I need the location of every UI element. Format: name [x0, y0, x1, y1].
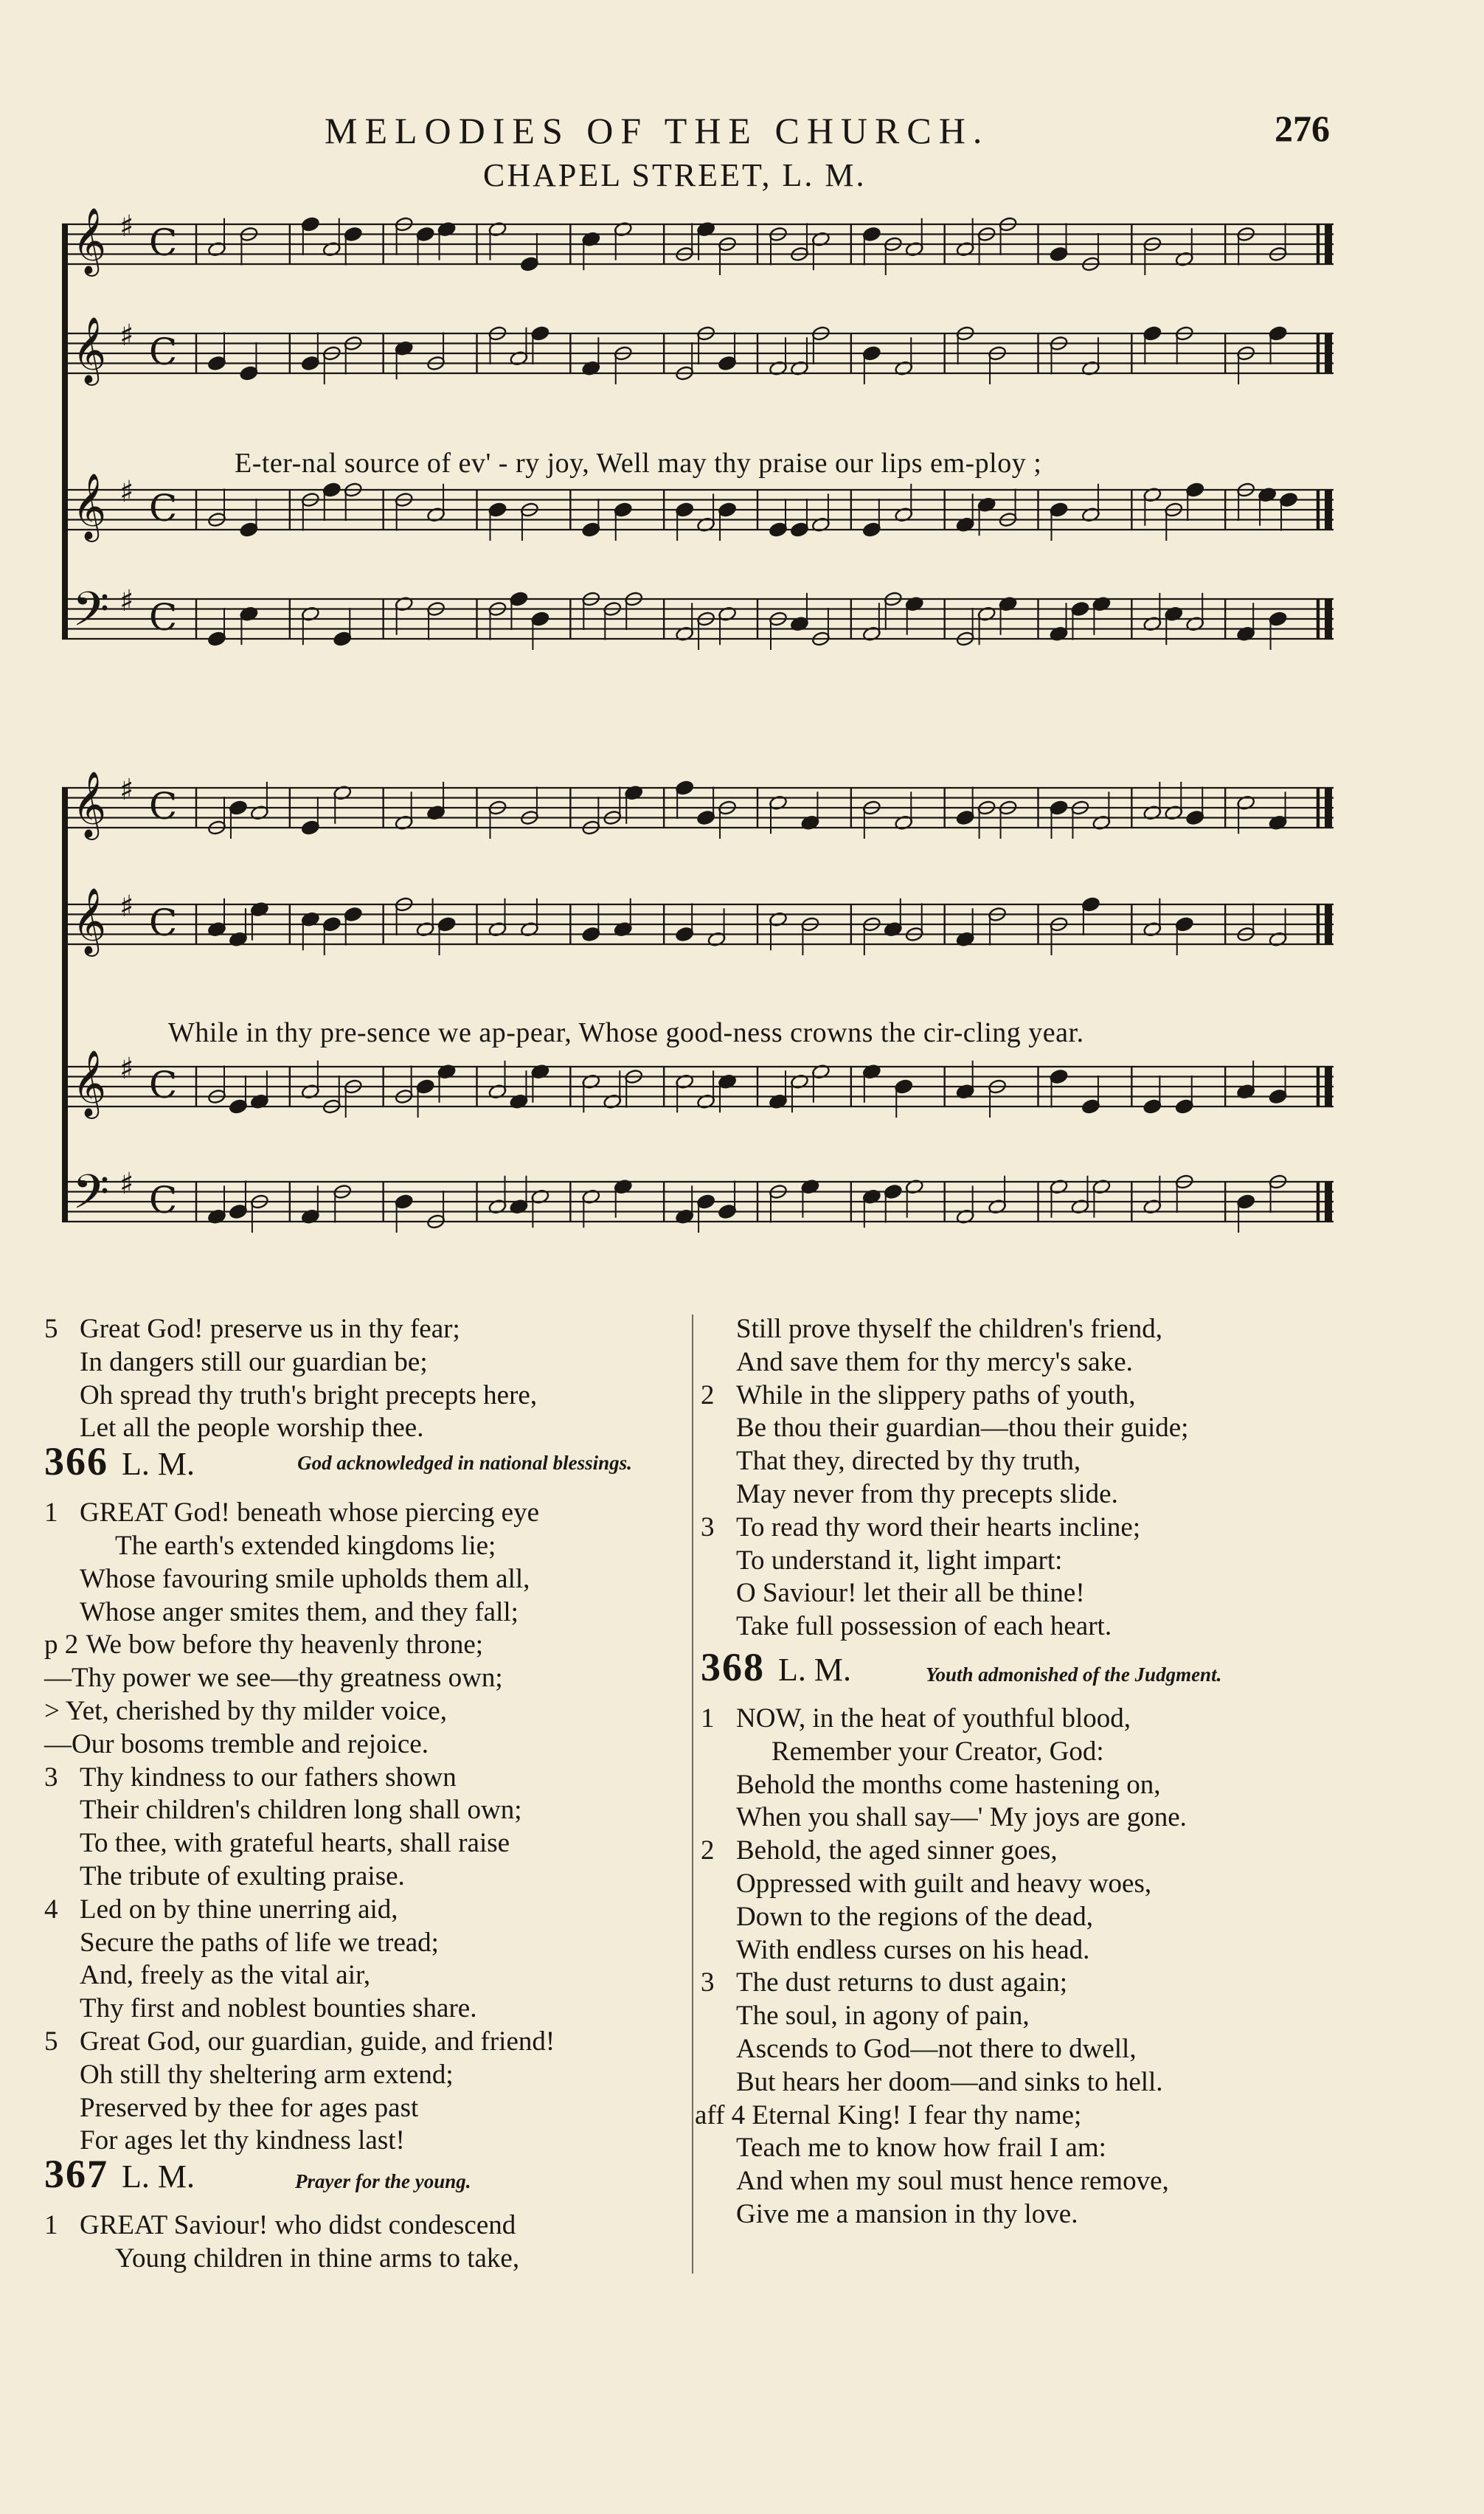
verse-line: p 2 We bow before thy heavenly throne; — [44, 1630, 484, 1661]
svg-text:C: C — [149, 221, 178, 264]
hymn-number: 366 — [44, 1439, 108, 1484]
svg-text:C: C — [149, 901, 178, 944]
verse-line: Behold the months come hastening on, — [736, 1769, 1161, 1800]
verse-line: Ascends to God—not there to dwell, — [736, 2033, 1137, 2064]
verse-line: Thy first and noblest bounties share. — [80, 1993, 477, 2024]
verse-line: In dangers still our guardian be; — [80, 1346, 428, 1377]
verse-line: Oh spread thy truth's bright precepts here, — [80, 1379, 538, 1410]
hymn-subject: God acknowledged in national blessings. — [297, 1452, 632, 1475]
verse-line: Whose anger smites them, and they fall; — [80, 1596, 519, 1627]
verse-line: Still prove thyself the children's friend, — [736, 1314, 1162, 1344]
verse-line: Down to the regions of the dead, — [736, 1901, 1093, 1932]
verse-line: —Our bosoms tremble and rejoice. — [44, 1728, 429, 1759]
verse-line: And save them for thy mercy's sake. — [736, 1346, 1133, 1377]
verse-line: 1 GREAT Saviour! who didst condescend — [44, 2210, 516, 2241]
svg-text:♯: ♯ — [119, 210, 134, 244]
svg-text:C: C — [149, 784, 178, 828]
svg-text:♯: ♯ — [119, 584, 134, 619]
svg-text:C: C — [149, 1063, 178, 1107]
page-number: 276 — [1275, 108, 1330, 149]
right-column — [695, 1313, 1350, 2231]
verse-line: 5 Great God, our guardian, guide, and friend! — [44, 2026, 555, 2057]
lyrics-line-2: While in thy pre-sence we ap-pear, Whose good-ness crowns the cir-cling year. — [168, 1017, 1084, 1048]
svg-text:♯: ♯ — [119, 773, 134, 808]
svg-text:𝄞: 𝄞 — [72, 1050, 107, 1117]
svg-text:♯: ♯ — [119, 319, 134, 353]
verse-line: > Yet, cherished by thy milder voice, — [44, 1695, 447, 1726]
verse-line: May never from thy precepts slide. — [736, 1478, 1118, 1509]
hymn-meter: L. M. — [122, 2158, 195, 2195]
verse-line: And, freely as the vital air, — [80, 1960, 371, 1991]
hymn-number: 368 — [701, 1644, 765, 1689]
verse-line: Their children's children long shall own; — [80, 1795, 522, 1826]
verse-line: Let all the people worship thee. — [80, 1413, 424, 1444]
verse-line: 1 NOW, in the heat of youthful blood, — [701, 1703, 1131, 1734]
svg-text:𝄢: 𝄢 — [72, 1165, 110, 1232]
svg-text:C: C — [149, 330, 178, 373]
verse-line: The soul, in agony of pain, — [736, 2001, 1030, 2032]
verse-line: To understand it, light impart: — [736, 1545, 1063, 1576]
hymn-subject: Prayer for the young. — [295, 2170, 471, 2193]
verse-line: For ages let thy kindness last! — [80, 2125, 405, 2156]
verse-line: Take full possession of each heart. — [736, 1611, 1112, 1642]
lyrics-line-1: E-ter-nal source of ev' - ry joy, Well may thy praise our lips em-ploy ; — [235, 448, 1042, 479]
verse-line: Oppressed with guilt and heavy woes, — [736, 1868, 1152, 1899]
verse-line: Young children in thine arms to take, — [115, 2243, 520, 2274]
svg-text:𝄞: 𝄞 — [72, 772, 107, 838]
verse-line: O Saviour! let their all be thine! — [736, 1578, 1085, 1609]
svg-text:C: C — [149, 486, 178, 530]
hymn-heading-366 — [44, 1439, 686, 1497]
verse-line: Whose favouring smile upholds them all, — [80, 1563, 530, 1594]
verse-line: 2 While in the slippery paths of youth, — [701, 1379, 1136, 1410]
svg-text:𝄞: 𝄞 — [72, 473, 107, 540]
svg-text:C: C — [149, 1178, 178, 1222]
verse-line: Be thou their guardian—thou their guide; — [736, 1413, 1189, 1444]
left-column — [44, 1313, 686, 2276]
svg-text:♯: ♯ — [119, 475, 134, 510]
verse-line: Teach me to know how frail I am: — [736, 2133, 1106, 2164]
verse-line: 1 GREAT God! beneath whose piercing eye — [44, 1497, 540, 1528]
svg-text:♯: ♯ — [119, 1052, 134, 1087]
svg-text:♯: ♯ — [119, 890, 134, 924]
verse-line: Remember your Creator, God: — [772, 1736, 1104, 1767]
verse-line: 4 Led on by thine unerring aid, — [44, 1894, 398, 1925]
verse-line: aff 4 Eternal King! I fear thy name; — [695, 2099, 1082, 2130]
verse-line: But hears her doom—and sinks to hell. — [736, 2066, 1163, 2097]
hymn-heading-368 — [701, 1644, 1350, 1703]
verse-line: 3 To read thy word their hearts incline; — [701, 1511, 1141, 1542]
hymn-subject: Youth admonished of the Judgment. — [926, 1663, 1222, 1686]
verse-line: Give me a mansion in thy love. — [736, 2198, 1078, 2229]
verse-line: Preserved by thee for ages past — [80, 2092, 419, 2123]
verse-line: To thee, with grateful hearts, shall raise — [80, 1828, 510, 1859]
column-divider — [692, 1315, 693, 2274]
svg-text:𝄞: 𝄞 — [72, 208, 107, 274]
hymn-meter: L. M. — [122, 1446, 195, 1483]
svg-text:𝄢: 𝄢 — [72, 582, 110, 649]
verse-line: The tribute of exulting praise. — [80, 1860, 405, 1891]
verse-line: When you shall say—' My joys are gone. — [736, 1802, 1187, 1833]
hymn-heading-367 — [44, 2152, 686, 2209]
verse-line: 3 Thy kindness to our fathers shown — [44, 1762, 457, 1793]
running-head: MELODIES OF THE CHURCH. — [325, 110, 990, 151]
svg-text:C: C — [149, 595, 178, 639]
verse-line: 2 Behold, the aged sinner goes, — [701, 1835, 1058, 1866]
verse-line: With endless curses on his head. — [736, 1934, 1090, 1965]
verse-line: That they, directed by thy truth, — [736, 1446, 1081, 1477]
svg-text:𝄞: 𝄞 — [72, 316, 107, 384]
hymn-meter: L. M. — [778, 1651, 851, 1688]
verse-line: Secure the paths of life we tread; — [80, 1927, 439, 1958]
hymn-number: 367 — [44, 2152, 108, 2197]
svg-text:𝄞: 𝄞 — [72, 887, 107, 955]
verse-line: —Thy power we see—thy greatness own; — [44, 1663, 503, 1694]
verse-line: 5 Great God! preserve us in thy fear; — [44, 1314, 460, 1344]
tune-title: CHAPEL STREET, L. M. — [483, 157, 867, 193]
verse-line: The earth's extended kingdoms lie; — [115, 1530, 496, 1561]
verse-line: 3 The dust returns to dust again; — [701, 1967, 1068, 1998]
svg-text:♯: ♯ — [119, 1167, 134, 1202]
verse-line: Oh still thy sheltering arm extend; — [80, 2059, 454, 2090]
verse-line: And when my soul must hence remove, — [736, 2166, 1169, 2197]
